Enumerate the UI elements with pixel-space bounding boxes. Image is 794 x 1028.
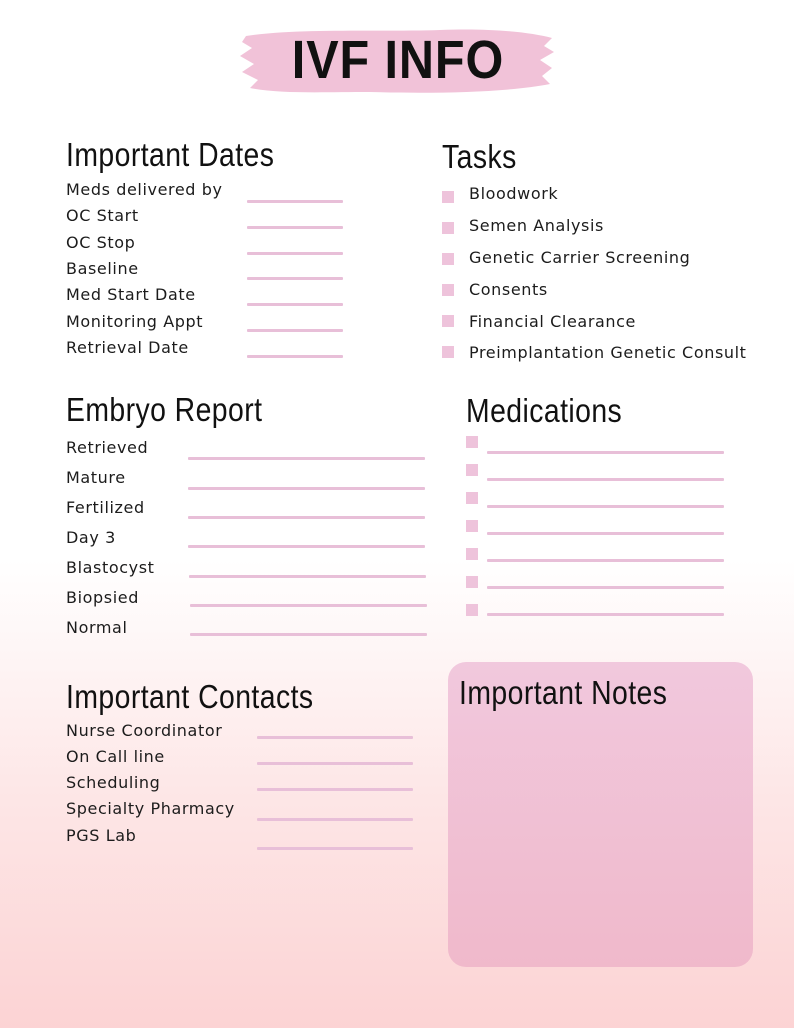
date-field-meds-delivered[interactable] — [247, 200, 343, 203]
embryo-label-normal: Normal — [66, 618, 128, 637]
task-checkbox[interactable] — [442, 346, 454, 358]
medication-checkbox[interactable] — [466, 576, 478, 588]
medication-field[interactable] — [487, 613, 724, 616]
contact-label-scheduling: Scheduling — [66, 773, 161, 792]
embryo-field-retrieved[interactable] — [188, 457, 425, 460]
embryo-field-day3[interactable] — [188, 545, 425, 548]
embryo-field-normal[interactable] — [190, 633, 427, 636]
date-label-med-start: Med Start Date — [66, 285, 196, 304]
embryo-field-fertilized[interactable] — [188, 516, 425, 519]
contact-label-on-call-line: On Call line — [66, 747, 165, 766]
date-field-monitoring-appt[interactable] — [247, 329, 343, 332]
embryo-label-biopsied: Biopsied — [66, 588, 139, 607]
medication-field[interactable] — [487, 478, 724, 481]
medication-checkbox[interactable] — [466, 548, 478, 560]
task-checkbox[interactable] — [442, 315, 454, 327]
date-field-oc-stop[interactable] — [247, 252, 343, 255]
embryo-field-biopsied[interactable] — [190, 604, 427, 607]
contact-field-pgs-lab[interactable] — [257, 847, 413, 850]
contact-label-nurse-coordinator: Nurse Coordinator — [66, 721, 223, 740]
important-dates-heading: Important Dates — [66, 136, 275, 173]
medication-checkbox[interactable] — [466, 492, 478, 504]
contact-field-on-call-line[interactable] — [257, 762, 413, 765]
date-label-retrieval: Retrieval Date — [66, 338, 189, 357]
embryo-label-retrieved: Retrieved — [66, 438, 149, 457]
medication-field[interactable] — [487, 559, 724, 562]
medication-checkbox[interactable] — [466, 436, 478, 448]
date-label-monitoring-appt: Monitoring Appt — [66, 312, 204, 331]
task-label-semen-analysis: Semen Analysis — [469, 216, 604, 235]
medication-field[interactable] — [487, 451, 724, 454]
date-field-oc-start[interactable] — [247, 226, 343, 229]
page-title: IVF INFO — [291, 30, 505, 90]
date-field-med-start[interactable] — [247, 303, 343, 306]
medication-field[interactable] — [487, 505, 724, 508]
important-contacts-heading: Important Contacts — [66, 678, 314, 715]
task-label-pgt-consult: Preimplantation Genetic Consult — [469, 343, 747, 362]
embryo-label-day3: Day 3 — [66, 528, 116, 547]
title-banner — [240, 22, 556, 98]
medications-heading: Medications — [466, 392, 623, 429]
embryo-label-blastocyst: Blastocyst — [66, 558, 155, 577]
embryo-field-blastocyst[interactable] — [189, 575, 426, 578]
task-label-consents: Consents — [469, 280, 548, 299]
date-label-oc-start: OC Start — [66, 206, 139, 225]
medication-checkbox[interactable] — [466, 520, 478, 532]
date-label-baseline: Baseline — [66, 259, 139, 278]
medication-field[interactable] — [487, 532, 724, 535]
date-field-baseline[interactable] — [247, 277, 343, 280]
embryo-label-mature: Mature — [66, 468, 126, 487]
task-label-genetic-carrier-screening: Genetic Carrier Screening — [469, 248, 691, 267]
embryo-field-mature[interactable] — [188, 487, 425, 490]
date-label-meds-delivered: Meds delivered by — [66, 180, 223, 199]
task-checkbox[interactable] — [442, 284, 454, 296]
contact-field-scheduling[interactable] — [257, 788, 413, 791]
task-label-financial-clearance: Financial Clearance — [469, 312, 636, 331]
date-label-oc-stop: OC Stop — [66, 233, 136, 252]
contact-field-nurse-coordinator[interactable] — [257, 736, 413, 739]
medication-field[interactable] — [487, 586, 724, 589]
task-checkbox[interactable] — [442, 222, 454, 234]
contact-label-specialty-pharmacy: Specialty Pharmacy — [66, 799, 235, 818]
embryo-report-heading: Embryo Report — [66, 391, 263, 428]
task-checkbox[interactable] — [442, 191, 454, 203]
embryo-label-fertilized: Fertilized — [66, 498, 145, 517]
medication-checkbox[interactable] — [466, 604, 478, 616]
important-notes-heading: Important Notes — [459, 674, 668, 711]
task-checkbox[interactable] — [442, 253, 454, 265]
date-field-retrieval[interactable] — [247, 355, 343, 358]
contact-label-pgs-lab: PGS Lab — [66, 826, 137, 845]
contact-field-specialty-pharmacy[interactable] — [257, 818, 413, 821]
medication-checkbox[interactable] — [466, 464, 478, 476]
tasks-heading: Tasks — [442, 138, 517, 175]
task-label-bloodwork: Bloodwork — [469, 184, 559, 203]
